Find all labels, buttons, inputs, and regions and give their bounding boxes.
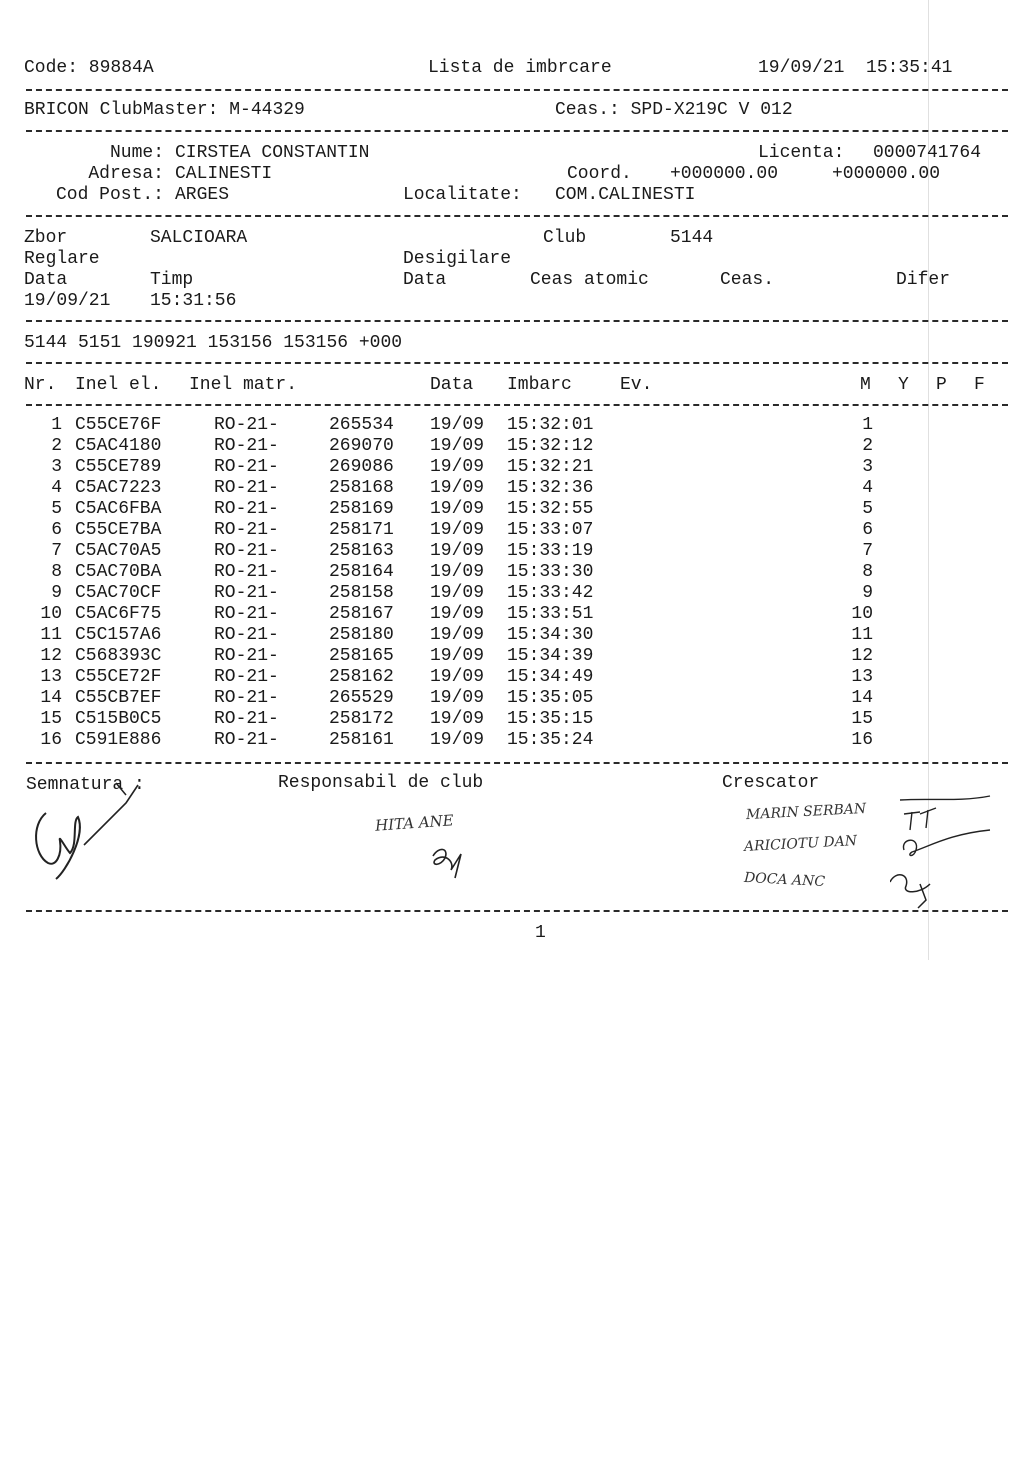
electronic-ring: C591E886 (75, 730, 162, 750)
ring-number: 258167 (329, 604, 394, 624)
row-number: 12 (40, 646, 62, 666)
ring-number: 258180 (329, 625, 394, 645)
electronic-ring: C5AC6F75 (75, 604, 162, 624)
m-value: 14 (851, 688, 873, 708)
ring-number: 265529 (329, 688, 394, 708)
basket-date: 19/09 (430, 541, 485, 561)
basket-time: 15:35:05 (507, 688, 594, 708)
handwritten-responsible-mark (425, 842, 475, 882)
system-id: BRICON ClubMaster: M-44329 (24, 100, 305, 120)
divider (26, 215, 1008, 217)
document-title: Lista de imbrcare (428, 58, 612, 78)
license-label: Licenta: (758, 143, 845, 163)
sync-line: 5144 5151 190921 153156 153156 +000 (24, 333, 403, 353)
ring-number: 258165 (329, 646, 394, 666)
basket-date: 19/09 (430, 688, 485, 708)
handwritten-responsible: HITA ANE (374, 811, 455, 835)
reglare-date: 19/09/21 (24, 291, 111, 311)
ring-number: 258168 (329, 478, 394, 498)
handwritten-signature (26, 775, 156, 885)
postal-label: Cod Post.: (55, 185, 164, 205)
basket-date: 19/09 (430, 604, 485, 624)
m-value: 4 (862, 478, 873, 498)
basket-date: 19/09 (430, 415, 485, 435)
electronic-ring: C568393C (75, 646, 162, 666)
desigilare-label: Desigilare (403, 249, 512, 269)
locality-value: COM.CALINESTI (555, 185, 696, 205)
col-nr: Nr. (24, 375, 57, 395)
ring-number: 269086 (329, 457, 394, 477)
m-value: 9 (862, 583, 873, 603)
col-m: M (860, 375, 871, 395)
difference-label: Difer (896, 270, 951, 290)
row-number: 14 (40, 688, 62, 708)
basket-time: 15:32:21 (507, 457, 594, 477)
data-label: Data (24, 270, 68, 290)
row-number: 13 (40, 667, 62, 687)
handwritten-breeder-2: ARICIOTU DAN (743, 833, 858, 855)
ring-prefix: RO-21- (214, 541, 279, 561)
basket-time: 15:35:15 (507, 709, 594, 729)
col-f: F (974, 375, 985, 395)
electronic-ring: C55CE7BA (75, 520, 162, 540)
clock-label: Ceas. (720, 270, 775, 290)
clock-id: Ceas.: SPD-X219C V 012 (555, 100, 793, 120)
postal-value: ARGES (175, 185, 230, 205)
m-value: 11 (851, 625, 873, 645)
row-number: 9 (51, 583, 62, 603)
basket-time: 15:32:01 (507, 415, 594, 435)
basket-time: 15:32:36 (507, 478, 594, 498)
row-number: 8 (51, 562, 62, 582)
basket-time: 15:33:51 (507, 604, 594, 624)
ring-prefix: RO-21- (214, 499, 279, 519)
basket-time: 15:34:49 (507, 667, 594, 687)
locality-label: Localitate: (403, 185, 522, 205)
ring-prefix: RO-21- (214, 583, 279, 603)
col-inel-el: Inel el. (75, 375, 162, 395)
col-imbarc: Imbarc (507, 375, 572, 395)
fancier-address: CALINESTI (175, 164, 273, 184)
reglare-label: Reglare (24, 249, 100, 269)
divider (26, 404, 1008, 406)
ring-prefix: RO-21- (214, 436, 279, 456)
basket-time: 15:33:30 (507, 562, 594, 582)
signature-label: Semnatura : (26, 775, 145, 795)
basket-time: 15:35:24 (507, 730, 594, 750)
m-value: 3 (862, 457, 873, 477)
m-value: 5 (862, 499, 873, 519)
basket-date: 19/09 (430, 478, 485, 498)
reglare-time: 15:31:56 (150, 291, 237, 311)
m-value: 15 (851, 709, 873, 729)
timp-label: Timp (150, 270, 194, 290)
handwritten-breeder-1: MARIN SERBAN (745, 800, 867, 824)
electronic-ring: C5AC7223 (75, 478, 162, 498)
electronic-ring: C55CE72F (75, 667, 162, 687)
m-value: 8 (862, 562, 873, 582)
basket-time: 15:33:19 (507, 541, 594, 561)
row-number: 3 (51, 457, 62, 477)
license-number: 0000741764 (873, 143, 982, 163)
basket-date: 19/09 (430, 436, 485, 456)
ring-number: 258158 (329, 583, 394, 603)
m-value: 6 (862, 520, 873, 540)
ring-number: 258162 (329, 667, 394, 687)
ring-prefix: RO-21- (214, 667, 279, 687)
basket-date: 19/09 (430, 583, 485, 603)
zbor-label: Zbor (24, 228, 68, 248)
ring-number: 265534 (329, 415, 394, 435)
basket-time: 15:34:39 (507, 646, 594, 666)
electronic-ring: C515B0C5 (75, 709, 162, 729)
row-number: 2 (51, 436, 62, 456)
basket-date: 19/09 (430, 499, 485, 519)
print-datetime: 19/09/21 15:35:41 (758, 58, 953, 78)
electronic-ring: C5AC70A5 (75, 541, 162, 561)
basket-time: 15:32:12 (507, 436, 594, 456)
basket-time: 15:33:42 (507, 583, 594, 603)
club-label: Club (543, 228, 587, 248)
electronic-ring: C5C157A6 (75, 625, 162, 645)
ring-prefix: RO-21- (214, 415, 279, 435)
basket-date: 19/09 (430, 520, 485, 540)
basket-time: 15:33:07 (507, 520, 594, 540)
basket-date: 19/09 (430, 730, 485, 750)
col-ev: Ev. (620, 375, 653, 395)
row-number: 10 (40, 604, 62, 624)
col-inel-matr: Inel matr. (189, 375, 298, 395)
m-value: 1 (862, 415, 873, 435)
name-label: Nume: (109, 143, 164, 163)
row-number: 11 (40, 625, 62, 645)
club-value: 5144 (670, 228, 714, 248)
divider (26, 130, 1008, 132)
ring-number: 258163 (329, 541, 394, 561)
m-value: 2 (862, 436, 873, 456)
m-value: 13 (851, 667, 873, 687)
row-number: 15 (40, 709, 62, 729)
electronic-ring: C5AC70BA (75, 562, 162, 582)
basket-date: 19/09 (430, 562, 485, 582)
ring-prefix: RO-21- (214, 478, 279, 498)
electronic-ring: C55CB7EF (75, 688, 162, 708)
row-number: 7 (51, 541, 62, 561)
coord-label: Coord. (567, 164, 632, 184)
basket-date: 19/09 (430, 709, 485, 729)
ring-prefix: RO-21- (214, 562, 279, 582)
handwritten-breeder-3: DOCA ANC (743, 869, 826, 891)
divider (26, 89, 1008, 91)
m-value: 10 (851, 604, 873, 624)
basket-time: 15:34:30 (507, 625, 594, 645)
basket-date: 19/09 (430, 457, 485, 477)
breeder-initials (890, 790, 1000, 910)
divider (26, 362, 1008, 364)
ring-prefix: RO-21- (214, 604, 279, 624)
address-label: Adresa: (88, 164, 164, 184)
breeder-label: Crescator (722, 773, 820, 793)
row-number: 6 (51, 520, 62, 540)
basket-time: 15:32:55 (507, 499, 594, 519)
electronic-ring: C55CE76F (75, 415, 162, 435)
col-y: Y (898, 375, 909, 395)
zbor-value: SALCIOARA (150, 228, 248, 248)
ring-prefix: RO-21- (214, 730, 279, 750)
ring-number: 258161 (329, 730, 394, 750)
electronic-ring: C5AC70CF (75, 583, 162, 603)
ring-number: 258169 (329, 499, 394, 519)
basket-date: 19/09 (430, 667, 485, 687)
row-number: 1 (51, 415, 62, 435)
col-data: Data (430, 375, 474, 395)
page-number: 1 (535, 923, 546, 943)
electronic-ring: C5AC4180 (75, 436, 162, 456)
basket-date: 19/09 (430, 646, 485, 666)
ring-number: 258164 (329, 562, 394, 582)
basket-date: 19/09 (430, 625, 485, 645)
m-value: 12 (851, 646, 873, 666)
m-value: 16 (851, 730, 873, 750)
row-number: 5 (51, 499, 62, 519)
row-number: 16 (40, 730, 62, 750)
ring-number: 258171 (329, 520, 394, 540)
col-p: P (936, 375, 947, 395)
divider (26, 320, 1008, 322)
electronic-ring: C55CE789 (75, 457, 162, 477)
ring-prefix: RO-21- (214, 646, 279, 666)
atomic-clock-label: Ceas atomic (530, 270, 649, 290)
ring-number: 258172 (329, 709, 394, 729)
ring-number: 269070 (329, 436, 394, 456)
ring-prefix: RO-21- (214, 457, 279, 477)
row-number: 4 (51, 478, 62, 498)
data2-label: Data (403, 270, 447, 290)
electronic-ring: C5AC6FBA (75, 499, 162, 519)
ring-prefix: RO-21- (214, 520, 279, 540)
ring-prefix: RO-21- (214, 709, 279, 729)
coord-x: +000000.00 (670, 164, 779, 184)
divider (26, 910, 1008, 912)
responsible-label: Responsabil de club (278, 773, 484, 793)
ring-prefix: RO-21- (214, 625, 279, 645)
ring-prefix: RO-21- (214, 688, 279, 708)
coord-y: +000000.00 (832, 164, 941, 184)
m-value: 7 (862, 541, 873, 561)
divider (26, 762, 1008, 764)
fancier-name: CIRSTEA CONSTANTIN (175, 143, 370, 163)
document-code: Code: 89884A (24, 58, 154, 78)
